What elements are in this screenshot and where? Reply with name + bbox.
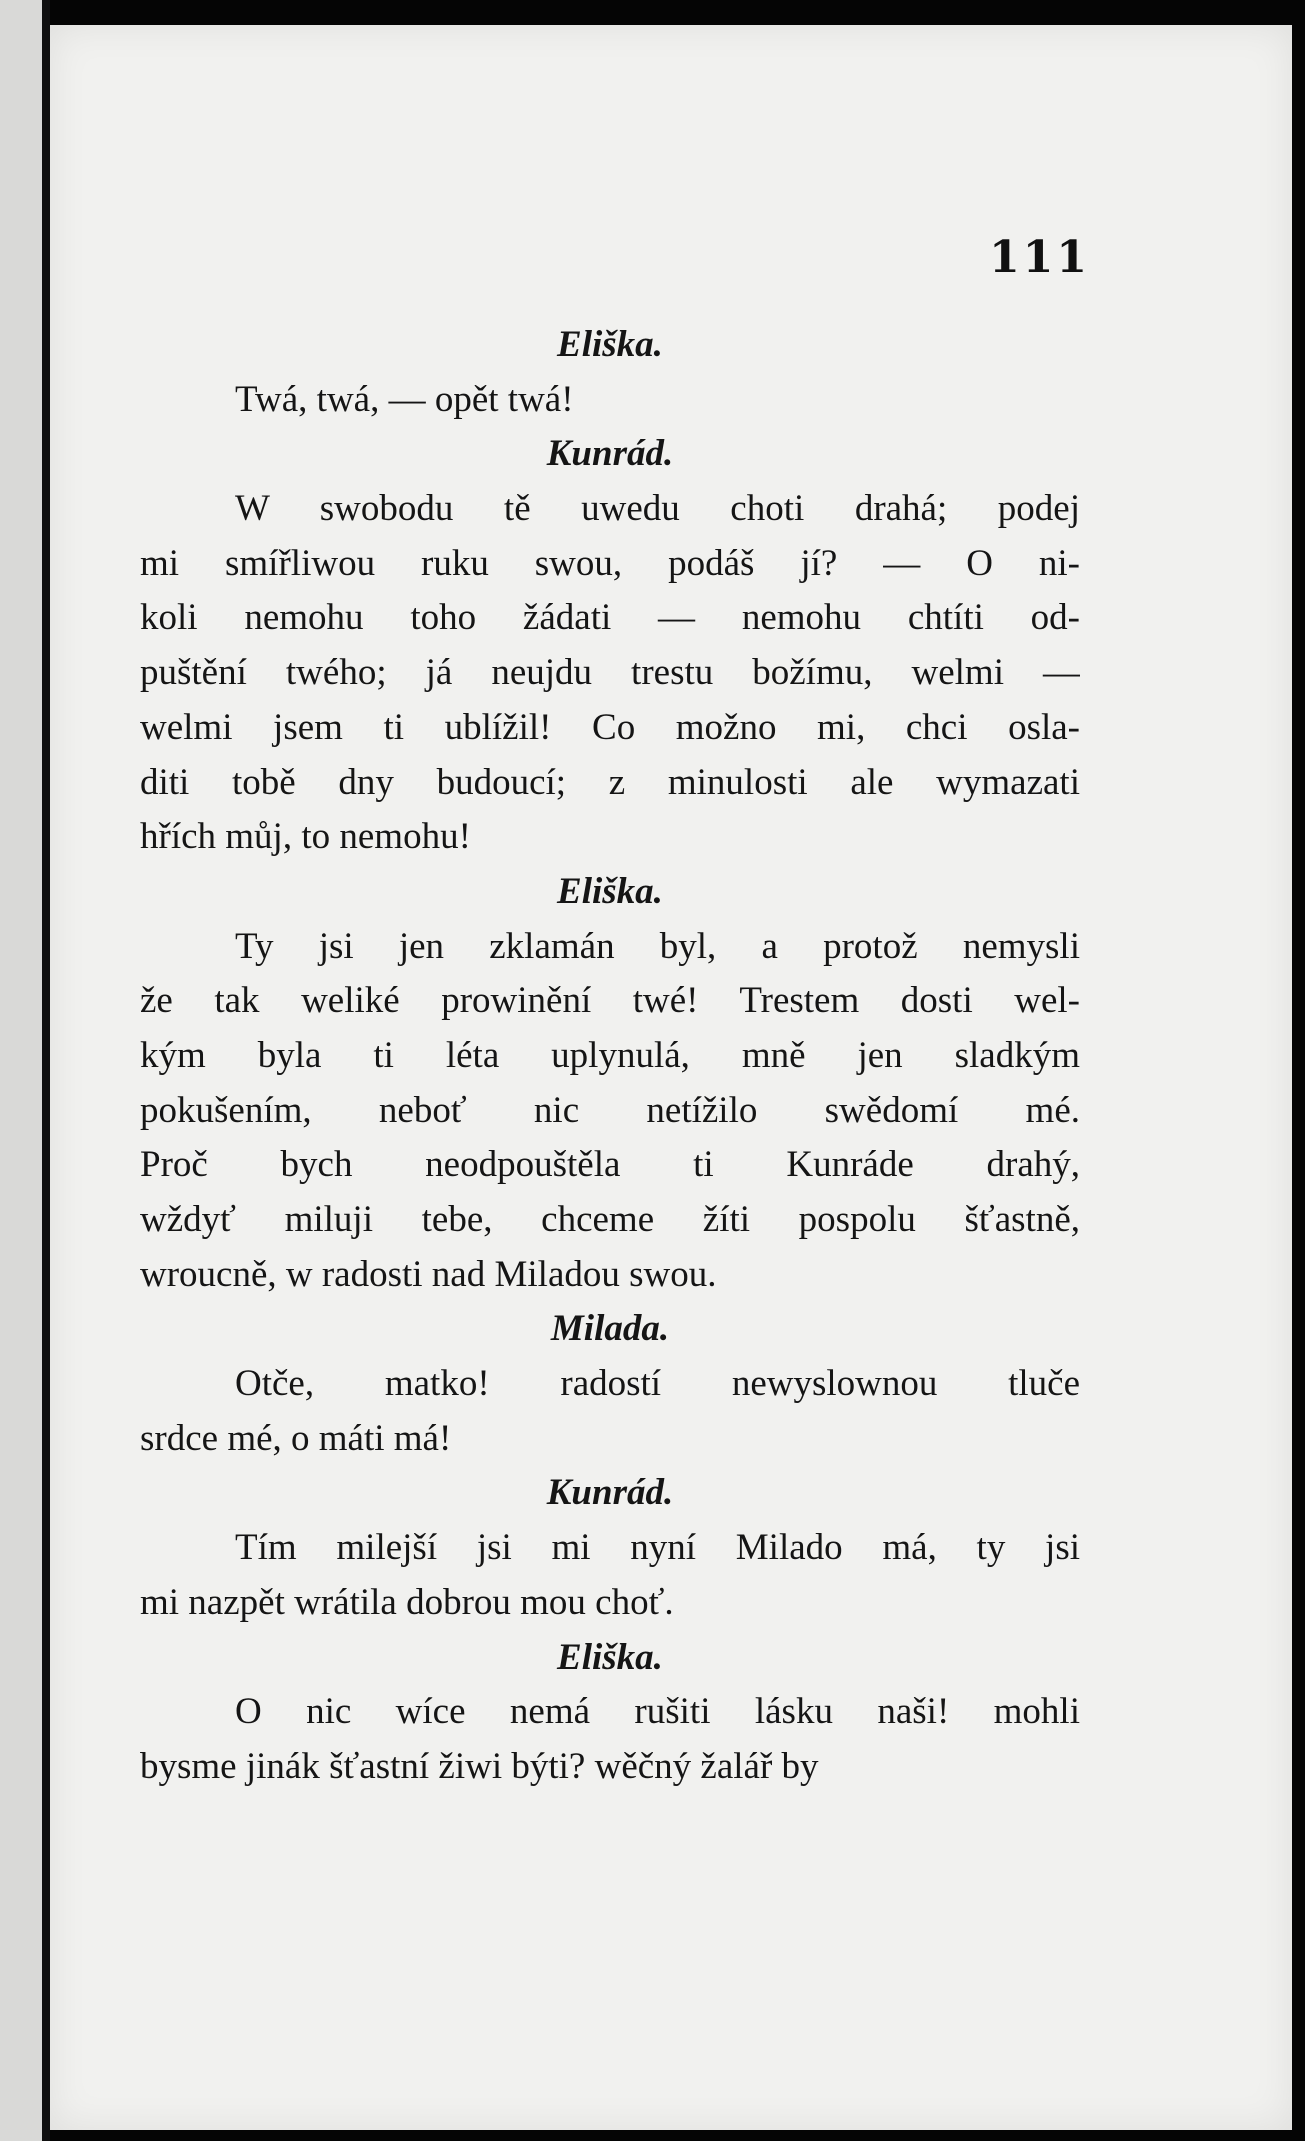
text-line: mi smířliwou ruku swou, podáš jí? — O ni- <box>140 542 1080 584</box>
speech-paragraph <box>140 920 1080 1303</box>
speech-paragraph <box>140 373 1080 428</box>
text-line: koli nemohu toho žádati — nemohu chtíti od- <box>140 597 1080 639</box>
text-line: že tak weliké prowinění twé! Trestem dosti wel- <box>140 980 1080 1022</box>
speech-paragraph <box>140 1685 1080 1794</box>
text-line: hřích můj, to nemohu! <box>140 816 471 858</box>
speaker-name: Eliška. <box>557 324 663 365</box>
speech-paragraph <box>140 1521 1080 1630</box>
text-line: Twá, twá, — opět twá! <box>235 378 574 420</box>
text-line: Tím milejší jsi mi nyní Milado má, ty jsi <box>235 1527 1080 1569</box>
speaker-name: Milada. <box>550 1308 670 1350</box>
binding-gutter <box>42 0 50 2141</box>
page-number: 111 <box>989 232 1090 283</box>
text-line: W swobodu tě uwedu choti drahá; podej <box>235 488 1080 530</box>
text-line: srdce mé, o máti má! <box>140 1417 452 1459</box>
text-line: wždyť miluji tebe, chceme žíti pospolu šťastně, <box>140 1199 1080 1240</box>
dialogue-text <box>140 318 1080 1795</box>
speech-paragraph <box>140 482 1080 865</box>
text-line: welmi jsem ti ublížil! Co možno mi, chci osla- <box>140 706 1080 748</box>
text-line: Otče, matko! radostí newyslownou tluče <box>235 1363 1080 1405</box>
text-line: Ty jsi jen zklamán byl, a protož nemysli <box>235 925 1080 967</box>
speaker-name: Eliška. <box>557 1636 663 1678</box>
speaker-name: Eliška. <box>557 870 663 912</box>
text-line: kým byla ti léta uplynulá, mně jen sladkým <box>140 1034 1080 1076</box>
text-line: puštění twého; já neujdu trestu božímu, welmi — <box>140 652 1080 694</box>
text-line: pokušením, neboť nic netížilo swědomí mé. <box>140 1089 1080 1131</box>
speaker-name: Kunrád. <box>546 1472 674 1514</box>
text-line: wroucně, w radosti nad Miladou swou. <box>140 1253 717 1295</box>
adjacent-page-edge <box>0 0 42 2141</box>
text-line: O nic wíce nemá rušiti lásku naši! mohli <box>235 1691 1080 1733</box>
text-line: mi nazpět wrátila dobrou mou choť. <box>140 1581 674 1623</box>
speaker-name: Kunrád. <box>546 433 674 475</box>
text-line: diti tobě dny budoucí; z minulosti ale wymazati <box>140 761 1080 803</box>
text-line: bysme jinák šťastní žiwi býti? wěčný žalář by <box>140 1745 819 1787</box>
speech-paragraph <box>140 1357 1080 1466</box>
text-line: Proč bych neodpouštěla ti Kunráde drahý, <box>140 1144 1080 1186</box>
